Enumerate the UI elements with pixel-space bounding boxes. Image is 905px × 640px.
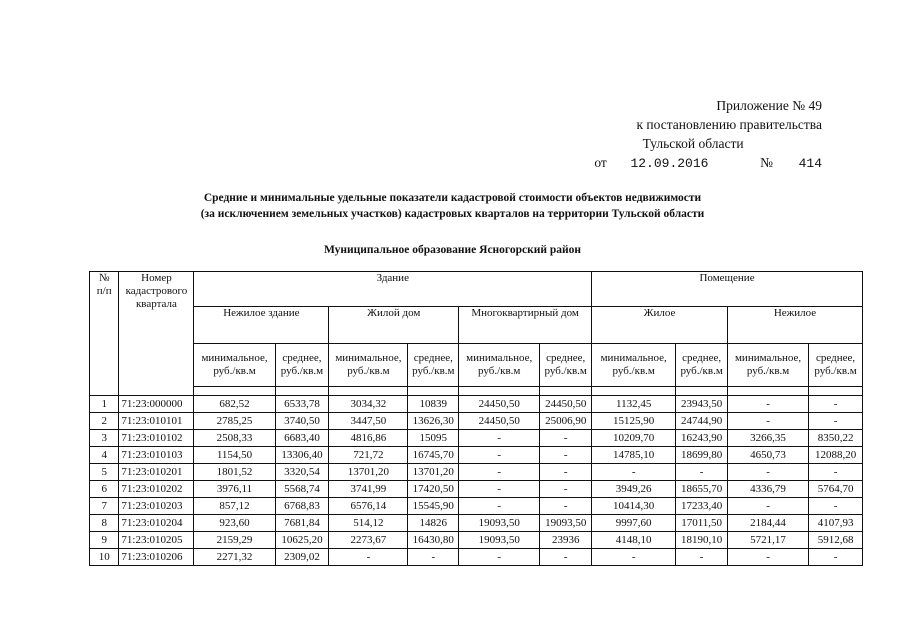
value-cell: 13701,20: [408, 464, 459, 481]
value-cell: 3320,54: [275, 464, 329, 481]
header-min: минимальное, руб./кв.м: [727, 344, 808, 387]
value-cell: -: [459, 498, 540, 515]
number-label: №: [760, 155, 773, 170]
value-cell: -: [809, 498, 863, 515]
value-cell: -: [540, 447, 592, 464]
value-cell: 15125,90: [592, 413, 676, 430]
appendix-title: Приложение № 49: [716, 98, 822, 113]
value-cell: 3447,50: [329, 413, 408, 430]
value-cell: -: [592, 549, 676, 566]
table-row: [90, 515, 863, 532]
cadastral-values-table: [89, 271, 863, 566]
spacer-cell: [809, 387, 863, 396]
header-residential-premises: Жилое: [592, 307, 728, 344]
spacer-cell: [275, 387, 329, 396]
value-cell: 4107,93: [809, 515, 863, 532]
value-cell: -: [727, 498, 808, 515]
value-cell: -: [408, 549, 459, 566]
header-avg: среднее, руб./кв.м: [809, 344, 863, 387]
value-cell: 13306,40: [275, 447, 329, 464]
value-cell: 5568,74: [275, 481, 329, 498]
appendix-dateline: [594, 153, 822, 173]
header-avg: среднее, руб./кв.м: [540, 344, 592, 387]
table-body: [90, 396, 863, 566]
header-min: минимальное, руб./кв.м: [592, 344, 676, 387]
value-cell: 24744,90: [676, 413, 728, 430]
value-cell: 14826: [408, 515, 459, 532]
cadastral-quarter-cell: 71:23:010203: [119, 498, 194, 515]
value-cell: 24450,50: [459, 396, 540, 413]
value-cell: 18699,80: [676, 447, 728, 464]
row-number-cell: 8: [90, 515, 119, 532]
cadastral-quarter-cell: 71:23:010102: [119, 430, 194, 447]
value-cell: 23943,50: [676, 396, 728, 413]
value-cell: 15095: [408, 430, 459, 447]
value-cell: -: [592, 464, 676, 481]
title-line-2: (за исключением земельных участков) кадастровых кварталов на территории Тульской области: [200, 208, 705, 220]
spacer-cell: [540, 387, 592, 396]
value-cell: 18190,10: [676, 532, 728, 549]
value-cell: 10625,20: [275, 532, 329, 549]
value-cell: 10839: [408, 396, 459, 413]
value-cell: 19093,50: [459, 515, 540, 532]
value-cell: -: [727, 549, 808, 566]
row-number-cell: 1: [90, 396, 119, 413]
value-cell: 18655,70: [676, 481, 728, 498]
value-cell: -: [809, 396, 863, 413]
spacer-cell: [459, 387, 540, 396]
value-cell: 2271,32: [194, 549, 275, 566]
value-cell: 16430,80: [408, 532, 459, 549]
table-row: [90, 447, 863, 464]
row-number-cell: 4: [90, 447, 119, 464]
spacer-cell: [408, 387, 459, 396]
decree-date: 12.09.2016: [630, 156, 709, 171]
cadastral-quarter-cell: 71:23:010204: [119, 515, 194, 532]
value-cell: 4650,73: [727, 447, 808, 464]
value-cell: -: [459, 464, 540, 481]
header-nonresidential-building: Нежилое здание: [194, 307, 329, 344]
value-cell: -: [459, 447, 540, 464]
decree-number: 414: [798, 156, 822, 171]
value-cell: 15545,90: [408, 498, 459, 515]
value-cell: 10414,30: [592, 498, 676, 515]
table-row: [90, 413, 863, 430]
cadastral-quarter-cell: 71:23:010103: [119, 447, 194, 464]
value-cell: 6683,40: [275, 430, 329, 447]
value-cell: 6533,78: [275, 396, 329, 413]
header-avg: среднее, руб./кв.м: [275, 344, 329, 387]
value-cell: 1154,50: [194, 447, 275, 464]
value-cell: 17420,50: [408, 481, 459, 498]
table-row: [90, 430, 863, 447]
value-cell: 4336,79: [727, 481, 808, 498]
date-label: от: [594, 155, 607, 170]
value-cell: 9997,60: [592, 515, 676, 532]
value-cell: -: [540, 481, 592, 498]
value-cell: 923,60: [194, 515, 275, 532]
value-cell: -: [459, 481, 540, 498]
spacer-cell: [329, 387, 408, 396]
table-row: [90, 532, 863, 549]
value-cell: -: [727, 464, 808, 481]
value-cell: 5764,70: [809, 481, 863, 498]
value-cell: 2785,25: [194, 413, 275, 430]
header-avg: среднее, руб./кв.м: [676, 344, 728, 387]
value-cell: 12088,20: [809, 447, 863, 464]
row-number-cell: 3: [90, 430, 119, 447]
header-premises: Помещение: [592, 272, 863, 307]
value-cell: -: [809, 413, 863, 430]
appendix-block: [594, 96, 822, 173]
spacer-cell: [194, 387, 275, 396]
row-number-cell: 6: [90, 481, 119, 498]
value-cell: 514,12: [329, 515, 408, 532]
value-cell: 682,52: [194, 396, 275, 413]
value-cell: 3741,99: [329, 481, 408, 498]
value-cell: 16243,90: [676, 430, 728, 447]
value-cell: 24450,50: [459, 413, 540, 430]
value-cell: -: [459, 430, 540, 447]
cadastral-quarter-cell: 71:23:010201: [119, 464, 194, 481]
row-number-cell: 9: [90, 532, 119, 549]
value-cell: -: [540, 498, 592, 515]
value-cell: 7681,84: [275, 515, 329, 532]
value-cell: 3740,50: [275, 413, 329, 430]
header-nonresidential-premises: Нежилое: [727, 307, 862, 344]
value-cell: 6576,14: [329, 498, 408, 515]
cadastral-quarter-cell: 71:23:010202: [119, 481, 194, 498]
value-cell: 19093,50: [459, 532, 540, 549]
header-min: минимальное, руб./кв.м: [329, 344, 408, 387]
value-cell: -: [809, 549, 863, 566]
table-row: [90, 498, 863, 515]
value-cell: 5721,17: [727, 532, 808, 549]
header-min: минимальное, руб./кв.м: [459, 344, 540, 387]
value-cell: 3266,35: [727, 430, 808, 447]
header-apartment-building: Многоквартирный дом: [459, 307, 592, 344]
row-number-cell: 10: [90, 549, 119, 566]
value-cell: 3949,26: [592, 481, 676, 498]
row-number-cell: 7: [90, 498, 119, 515]
spacer-cell: [592, 387, 676, 396]
cadastral-quarter-cell: 71:23:010206: [119, 549, 194, 566]
value-cell: 14785,10: [592, 447, 676, 464]
value-cell: -: [676, 549, 728, 566]
document-title: [0, 190, 905, 222]
value-cell: -: [809, 464, 863, 481]
header-avg: среднее, руб./кв.м: [408, 344, 459, 387]
value-cell: -: [540, 549, 592, 566]
header-row-number: № п/п: [90, 272, 119, 396]
value-cell: -: [676, 464, 728, 481]
value-cell: 2273,67: [329, 532, 408, 549]
value-cell: -: [727, 396, 808, 413]
value-cell: 1132,45: [592, 396, 676, 413]
value-cell: -: [540, 430, 592, 447]
value-cell: 4148,10: [592, 532, 676, 549]
value-cell: 2309,02: [275, 549, 329, 566]
spacer-cell: [676, 387, 728, 396]
table-row: [90, 481, 863, 498]
appendix-region-line: Тульской области: [642, 136, 744, 151]
value-cell: 10209,70: [592, 430, 676, 447]
value-cell: 857,12: [194, 498, 275, 515]
table-row: [90, 464, 863, 481]
value-cell: 8350,22: [809, 430, 863, 447]
value-cell: -: [329, 549, 408, 566]
value-cell: 3976,11: [194, 481, 275, 498]
header-building: Здание: [194, 272, 592, 307]
value-cell: -: [727, 413, 808, 430]
value-cell: 1801,52: [194, 464, 275, 481]
value-cell: 16745,70: [408, 447, 459, 464]
value-cell: 25006,90: [540, 413, 592, 430]
value-cell: 19093,50: [540, 515, 592, 532]
cadastral-quarter-cell: 71:23:000000: [119, 396, 194, 413]
value-cell: 17233,40: [676, 498, 728, 515]
title-line-1: Средние и минимальные удельные показатели кадастровой стоимости объектов недвижимости: [203, 192, 702, 204]
value-cell: 2508,33: [194, 430, 275, 447]
value-cell: 5912,68: [809, 532, 863, 549]
table-row: [90, 396, 863, 413]
header-residential-house: Жилой дом: [329, 307, 459, 344]
cadastral-quarter-cell: 71:23:010205: [119, 532, 194, 549]
municipality-heading: Муниципальное образование Ясногорский район: [323, 244, 582, 256]
value-cell: 721,72: [329, 447, 408, 464]
header-min: минимальное, руб./кв.м: [194, 344, 275, 387]
value-cell: 23936: [540, 532, 592, 549]
spacer-cell: [727, 387, 808, 396]
value-cell: -: [459, 549, 540, 566]
value-cell: 17011,50: [676, 515, 728, 532]
cadastral-quarter-cell: 71:23:010101: [119, 413, 194, 430]
row-number-cell: 5: [90, 464, 119, 481]
value-cell: 3034,32: [329, 396, 408, 413]
value-cell: 24450,50: [540, 396, 592, 413]
value-cell: 13701,20: [329, 464, 408, 481]
value-cell: 4816,86: [329, 430, 408, 447]
value-cell: -: [540, 464, 592, 481]
value-cell: 6768,83: [275, 498, 329, 515]
value-cell: 2184,44: [727, 515, 808, 532]
appendix-decree-line: к постановлению правительства: [636, 117, 822, 132]
value-cell: 2159,29: [194, 532, 275, 549]
row-number-cell: 2: [90, 413, 119, 430]
table-row: [90, 549, 863, 566]
header-cadastral-quarter: Номер кадастрового квартала: [119, 272, 194, 396]
value-cell: 13626,30: [408, 413, 459, 430]
